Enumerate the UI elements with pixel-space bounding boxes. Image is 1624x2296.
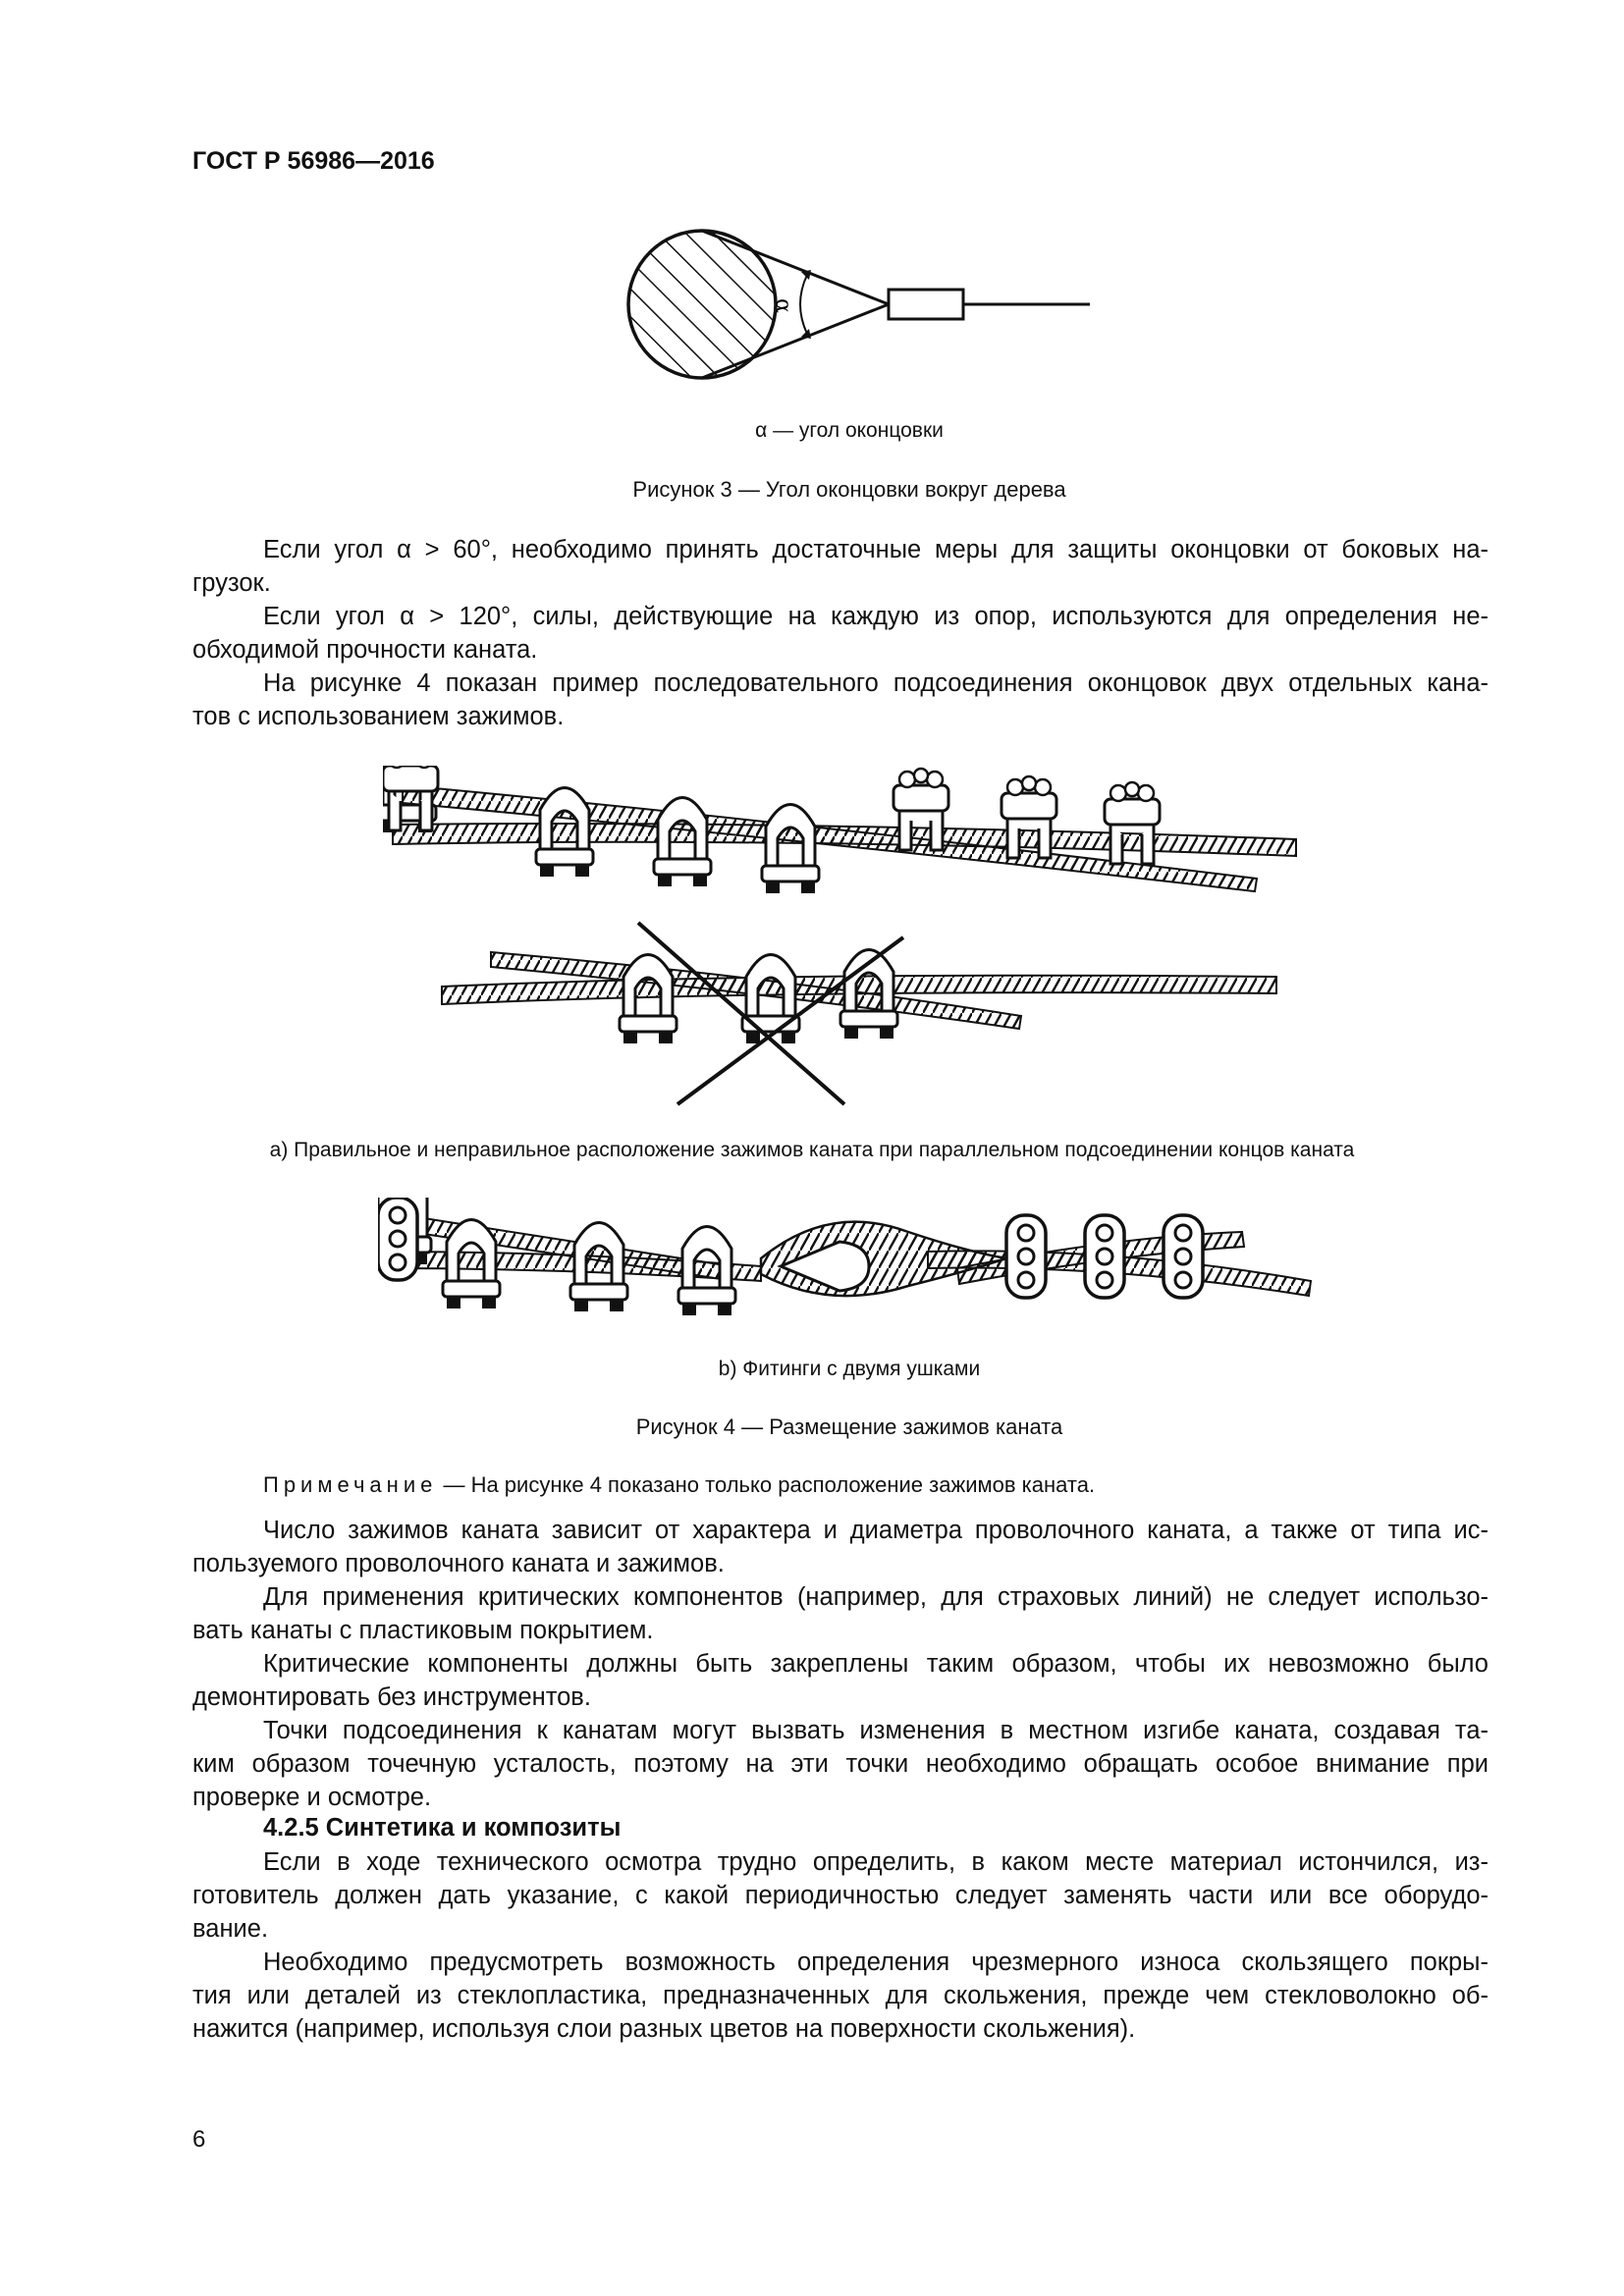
figure-3-diagram (589, 221, 1100, 388)
note-text: — На рисунке 4 показано только расположение зажимов каната. (437, 1472, 1096, 1497)
correct-clamp-arrangement (383, 766, 1296, 893)
text-line: тов с использованием зажимов. (192, 703, 565, 730)
incorrect-clamp-arrangement (442, 923, 1276, 1104)
u-bolt-clamp (762, 805, 819, 894)
text-line: тия или деталей из стеклопластика, предназначенных для скольжения, прежде чем стекловолокно об- (192, 1982, 1489, 2009)
note-label: Примечание (263, 1472, 438, 1497)
figure-4a-subcaption: а) Правильное и неправильное расположение зажимов каната при параллельном подсоединении концов каната (269, 1139, 1355, 1161)
text-line: Точки подсоединения к канатам могут вызвать изменения в местном изгибе каната, создавая та- (263, 1717, 1489, 1744)
paragraph-block-3 (192, 1845, 1489, 2046)
text-line: Необходимо предусмотреть возможность определения чрезмерного износа скользящего покры- (263, 1949, 1489, 1976)
section-heading: 4.2.5 Синтетика и композиты (263, 1814, 622, 1842)
note (263, 1472, 1095, 1498)
termination-fitting (889, 290, 963, 319)
u-bolt-clamp (620, 955, 677, 1044)
double-saddle-clamp (1006, 1215, 1046, 1298)
text-line: Критические компоненты должны быть закреплены таким образом, чтобы их невозможно было (263, 1650, 1489, 1678)
document-code: ГОСТ Р 56986—2016 (192, 147, 435, 175)
u-bolt-clamp (742, 955, 799, 1044)
page-number: 6 (192, 2126, 206, 2153)
figure-4-caption: Рисунок 4 — Размещение зажимов каната (635, 1415, 1063, 1439)
text-line: ким образом точечную усталость, поэтому на эти точки необходимо обращать особое внимание при (192, 1750, 1489, 1778)
text-line: Если в ходе технического осмотра трудно определить, в каком месте материал истончился, из- (263, 1848, 1489, 1876)
text-line: Если угол α > 120°, силы, действующие на каждую из опор, используются для определения не- (263, 603, 1489, 630)
text-line: вать канаты с пластиковым покрытием. (192, 1617, 654, 1644)
paragraph-block-2 (192, 1514, 1489, 1814)
text-line: нажится (например, используя слои разных цветов на поверхности скольжения). (192, 2015, 1136, 2043)
text-line: Если угол α > 60°, необходимо принять достаточные меры для защиты оконцовки от боковых на- (263, 536, 1489, 563)
figure-4b-subcaption: b) Фитинги с двумя ушками (718, 1358, 981, 1380)
text-line: На рисунке 4 показан пример последовательного подсоединения оконцовок двух отдельных кана- (263, 669, 1489, 697)
tree-cross-section (628, 231, 776, 378)
angle-symbol: α (771, 298, 795, 313)
figure-4b-diagram (378, 1198, 1321, 1335)
u-bolt-clamp-reversed (1105, 782, 1160, 864)
angle-arc (800, 275, 807, 334)
double-saddle-clamp (1164, 1215, 1203, 1298)
text-line: пользуемого проволочного каната и зажимов. (192, 1550, 725, 1577)
double-saddle-clamp (1085, 1215, 1124, 1298)
figure-3-legend: α — угол оконцовки (755, 419, 944, 442)
text-line: обходимой прочности каната. (192, 636, 538, 664)
text-line: Для применения критических компонентов (например, для страховых линий) не следует использо- (263, 1583, 1489, 1611)
figure-3-caption: Рисунок 3 — Угол оконцовки вокруг дерева (632, 477, 1066, 502)
text-line: вание. (192, 1915, 269, 1943)
text-line: готовитель должен дать указание, с какой периодичностью следует заменять части или все оборудо- (192, 1882, 1489, 1909)
paragraph-block-1 (192, 533, 1489, 733)
text-line: грузок. (192, 569, 271, 597)
figure-4a-diagram (383, 766, 1326, 1119)
text-line: Число зажимов каната зависит от характера и диаметра проволочного каната, а также от типа ис- (263, 1517, 1489, 1544)
text-line: демонтировать без инструментов. (192, 1683, 591, 1711)
text-line: проверке и осмотре. (192, 1784, 432, 1811)
